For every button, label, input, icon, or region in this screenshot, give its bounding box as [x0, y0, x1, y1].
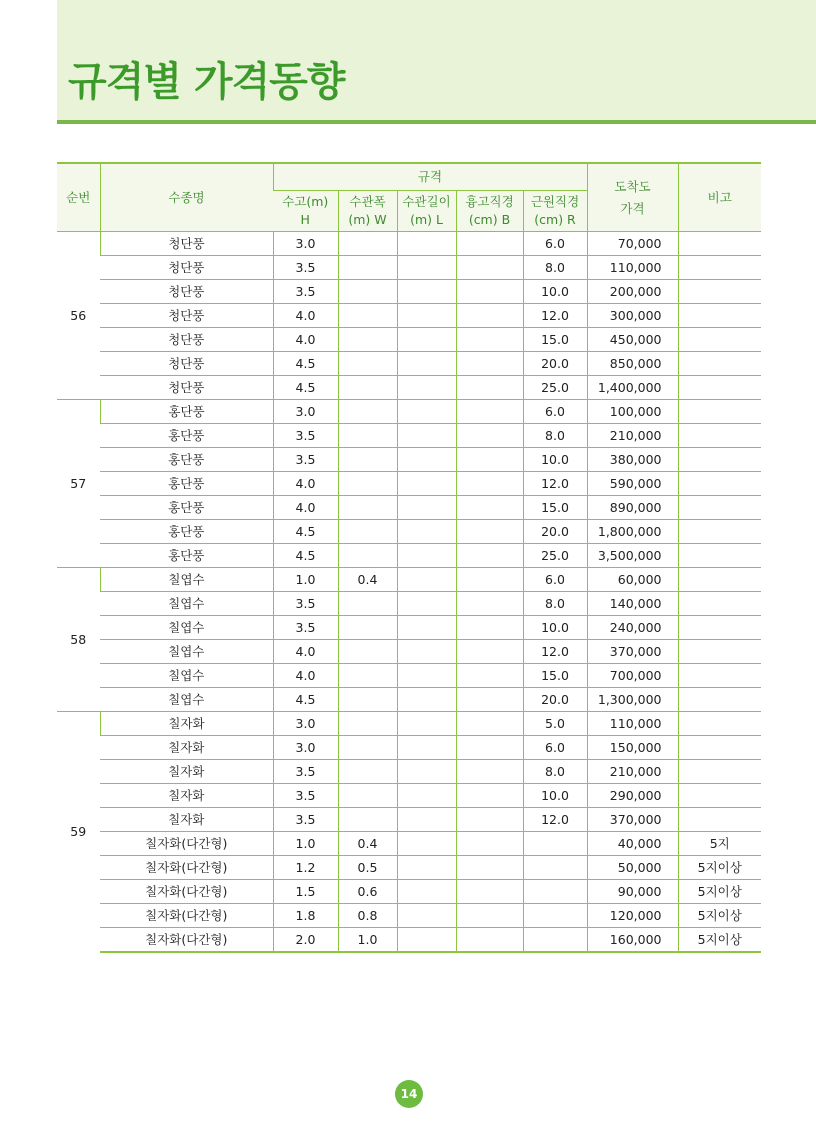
length-cell	[397, 376, 456, 400]
note-cell	[678, 496, 761, 520]
species-cell: 칠엽수	[100, 616, 273, 640]
breast-diameter-cell	[456, 640, 523, 664]
price-cell: 110,000	[587, 712, 678, 736]
price-cell: 150,000	[587, 736, 678, 760]
length-cell	[397, 280, 456, 304]
width-cell	[338, 760, 397, 784]
price-cell: 50,000	[587, 856, 678, 880]
root-diameter-cell	[523, 880, 587, 904]
note-cell	[678, 352, 761, 376]
note-cell	[678, 616, 761, 640]
length-cell	[397, 664, 456, 688]
root-diameter-cell: 12.0	[523, 472, 587, 496]
height-cell: 1.5	[273, 880, 338, 904]
length-cell	[397, 832, 456, 856]
root-diameter-cell: 8.0	[523, 424, 587, 448]
root-diameter-cell: 20.0	[523, 688, 587, 712]
width-cell	[338, 352, 397, 376]
note-cell	[678, 304, 761, 328]
header-b	[456, 191, 523, 232]
header-l	[397, 191, 456, 232]
width-cell	[338, 424, 397, 448]
note-cell	[678, 232, 761, 256]
header-l-label: 수관길이 (m) L	[402, 194, 451, 227]
length-cell	[397, 904, 456, 928]
note-cell	[678, 592, 761, 616]
width-cell	[338, 472, 397, 496]
price-cell: 370,000	[587, 808, 678, 832]
price-cell: 890,000	[587, 496, 678, 520]
header-w-label: 수관폭 (m) W	[348, 194, 387, 227]
price-cell: 140,000	[587, 592, 678, 616]
species-cell: 칠자화	[100, 784, 273, 808]
note-cell	[678, 280, 761, 304]
species-cell: 칠엽수	[100, 568, 273, 592]
breast-diameter-cell	[456, 520, 523, 544]
note-cell	[678, 448, 761, 472]
root-diameter-cell: 6.0	[523, 736, 587, 760]
page-number-badge: 14	[395, 1080, 423, 1108]
root-diameter-cell: 5.0	[523, 712, 587, 736]
species-cell: 청단풍	[100, 328, 273, 352]
length-cell	[397, 568, 456, 592]
length-cell	[397, 472, 456, 496]
breast-diameter-cell	[456, 256, 523, 280]
height-cell: 3.5	[273, 592, 338, 616]
price-table	[57, 162, 761, 953]
height-cell: 4.0	[273, 328, 338, 352]
header-r	[523, 191, 587, 232]
breast-diameter-cell	[456, 832, 523, 856]
table-row	[57, 736, 761, 760]
breast-diameter-cell	[456, 784, 523, 808]
length-cell	[397, 880, 456, 904]
length-cell	[397, 616, 456, 640]
price-cell: 700,000	[587, 664, 678, 688]
note-cell	[678, 472, 761, 496]
height-cell: 3.0	[273, 736, 338, 760]
species-cell: 홍단풍	[100, 424, 273, 448]
group-number: 58	[57, 568, 100, 712]
length-cell	[397, 328, 456, 352]
table-row	[57, 496, 761, 520]
width-cell	[338, 520, 397, 544]
table-row	[57, 424, 761, 448]
root-diameter-cell: 10.0	[523, 784, 587, 808]
price-cell: 120,000	[587, 904, 678, 928]
note-cell	[678, 256, 761, 280]
table-row	[57, 520, 761, 544]
height-cell: 4.5	[273, 688, 338, 712]
length-cell	[397, 544, 456, 568]
height-cell: 4.5	[273, 352, 338, 376]
breast-diameter-cell	[456, 232, 523, 256]
length-cell	[397, 736, 456, 760]
length-cell	[397, 712, 456, 736]
table-row	[57, 376, 761, 400]
header-spec-group: 규격	[273, 163, 587, 191]
length-cell	[397, 448, 456, 472]
price-cell: 590,000	[587, 472, 678, 496]
table-row	[57, 784, 761, 808]
price-cell: 850,000	[587, 352, 678, 376]
width-cell: 0.5	[338, 856, 397, 880]
species-cell: 칠자화	[100, 712, 273, 736]
species-cell: 청단풍	[100, 376, 273, 400]
root-diameter-cell: 8.0	[523, 760, 587, 784]
table-row	[57, 256, 761, 280]
width-cell	[338, 232, 397, 256]
root-diameter-cell: 10.0	[523, 448, 587, 472]
width-cell: 0.4	[338, 832, 397, 856]
species-cell: 홍단풍	[100, 448, 273, 472]
breast-diameter-cell	[456, 472, 523, 496]
root-diameter-cell: 20.0	[523, 520, 587, 544]
header-species: 수종명	[100, 163, 273, 232]
length-cell	[397, 640, 456, 664]
table-row	[57, 808, 761, 832]
breast-diameter-cell	[456, 568, 523, 592]
width-cell	[338, 616, 397, 640]
height-cell: 4.5	[273, 376, 338, 400]
length-cell	[397, 232, 456, 256]
width-cell: 0.6	[338, 880, 397, 904]
height-cell: 1.2	[273, 856, 338, 880]
height-cell: 4.5	[273, 520, 338, 544]
group-number: 56	[57, 232, 100, 400]
table-row	[57, 880, 761, 904]
species-cell: 칠자화	[100, 808, 273, 832]
height-cell: 4.0	[273, 472, 338, 496]
width-cell	[338, 328, 397, 352]
height-cell: 3.5	[273, 760, 338, 784]
price-cell: 380,000	[587, 448, 678, 472]
price-cell: 1,400,000	[587, 376, 678, 400]
breast-diameter-cell	[456, 496, 523, 520]
note-cell: 5지	[678, 832, 761, 856]
length-cell	[397, 592, 456, 616]
note-cell	[678, 712, 761, 736]
price-cell: 200,000	[587, 280, 678, 304]
breast-diameter-cell	[456, 880, 523, 904]
height-cell: 3.5	[273, 256, 338, 280]
species-cell: 홍단풍	[100, 496, 273, 520]
height-cell: 3.5	[273, 616, 338, 640]
breast-diameter-cell	[456, 928, 523, 953]
root-diameter-cell: 15.0	[523, 496, 587, 520]
table-row	[57, 640, 761, 664]
table-row	[57, 472, 761, 496]
header-w	[338, 191, 397, 232]
group-number: 57	[57, 400, 100, 568]
species-cell: 칠자화(다간형)	[100, 832, 273, 856]
width-cell	[338, 688, 397, 712]
length-cell	[397, 352, 456, 376]
width-cell	[338, 736, 397, 760]
note-cell	[678, 400, 761, 424]
note-cell	[678, 760, 761, 784]
header-rule	[57, 120, 816, 124]
breast-diameter-cell	[456, 664, 523, 688]
length-cell	[397, 520, 456, 544]
height-cell: 2.0	[273, 928, 338, 953]
breast-diameter-cell	[456, 544, 523, 568]
root-diameter-cell: 15.0	[523, 664, 587, 688]
table-row	[57, 544, 761, 568]
header-price-label: 도착도 가격	[614, 178, 651, 216]
root-diameter-cell: 15.0	[523, 328, 587, 352]
root-diameter-cell: 12.0	[523, 640, 587, 664]
height-cell: 4.0	[273, 664, 338, 688]
width-cell	[338, 376, 397, 400]
table-row	[57, 688, 761, 712]
height-cell: 3.0	[273, 232, 338, 256]
root-diameter-cell: 12.0	[523, 304, 587, 328]
height-cell: 4.0	[273, 496, 338, 520]
note-cell	[678, 688, 761, 712]
root-diameter-cell: 25.0	[523, 544, 587, 568]
root-diameter-cell: 6.0	[523, 568, 587, 592]
note-cell	[678, 568, 761, 592]
price-cell: 100,000	[587, 400, 678, 424]
note-cell	[678, 640, 761, 664]
note-cell	[678, 784, 761, 808]
group-number: 59	[57, 712, 100, 953]
breast-diameter-cell	[456, 400, 523, 424]
note-cell	[678, 520, 761, 544]
breast-diameter-cell	[456, 352, 523, 376]
price-cell: 210,000	[587, 424, 678, 448]
table-row	[57, 352, 761, 376]
width-cell	[338, 496, 397, 520]
height-cell: 3.5	[273, 784, 338, 808]
breast-diameter-cell	[456, 280, 523, 304]
width-cell	[338, 448, 397, 472]
species-cell: 칠자화(다간형)	[100, 880, 273, 904]
species-cell: 청단풍	[100, 304, 273, 328]
length-cell	[397, 808, 456, 832]
width-cell	[338, 664, 397, 688]
species-cell: 칠엽수	[100, 664, 273, 688]
price-cell: 370,000	[587, 640, 678, 664]
height-cell: 4.5	[273, 544, 338, 568]
note-cell: 5지이상	[678, 880, 761, 904]
breast-diameter-cell	[456, 736, 523, 760]
species-cell: 칠자화	[100, 736, 273, 760]
species-cell: 홍단풍	[100, 544, 273, 568]
table-row	[57, 592, 761, 616]
table-row	[57, 856, 761, 880]
price-cell: 450,000	[587, 328, 678, 352]
breast-diameter-cell	[456, 304, 523, 328]
note-cell	[678, 424, 761, 448]
header-h	[273, 191, 338, 232]
width-cell: 0.4	[338, 568, 397, 592]
width-cell	[338, 784, 397, 808]
length-cell	[397, 424, 456, 448]
root-diameter-cell: 8.0	[523, 256, 587, 280]
note-cell	[678, 736, 761, 760]
note-cell	[678, 664, 761, 688]
length-cell	[397, 856, 456, 880]
length-cell	[397, 400, 456, 424]
species-cell: 칠엽수	[100, 688, 273, 712]
width-cell	[338, 256, 397, 280]
table-row	[57, 568, 761, 592]
species-cell: 칠자화(다간형)	[100, 856, 273, 880]
price-cell: 210,000	[587, 760, 678, 784]
note-cell: 5지이상	[678, 904, 761, 928]
table-row	[57, 232, 761, 256]
table-row	[57, 280, 761, 304]
header-r-label: 근원직경 (cm) R	[530, 194, 580, 227]
table-row	[57, 448, 761, 472]
root-diameter-cell: 25.0	[523, 376, 587, 400]
breast-diameter-cell	[456, 376, 523, 400]
table-row	[57, 712, 761, 736]
length-cell	[397, 256, 456, 280]
width-cell	[338, 304, 397, 328]
table-row	[57, 904, 761, 928]
root-diameter-cell: 12.0	[523, 808, 587, 832]
root-diameter-cell: 6.0	[523, 232, 587, 256]
length-cell	[397, 928, 456, 953]
species-cell: 칠자화	[100, 760, 273, 784]
root-diameter-cell: 8.0	[523, 592, 587, 616]
breast-diameter-cell	[456, 760, 523, 784]
breast-diameter-cell	[456, 856, 523, 880]
price-cell: 90,000	[587, 880, 678, 904]
width-cell: 0.8	[338, 904, 397, 928]
breast-diameter-cell	[456, 712, 523, 736]
width-cell	[338, 280, 397, 304]
height-cell: 4.0	[273, 304, 338, 328]
price-cell: 40,000	[587, 832, 678, 856]
length-cell	[397, 496, 456, 520]
species-cell: 칠엽수	[100, 592, 273, 616]
length-cell	[397, 688, 456, 712]
table-row	[57, 400, 761, 424]
root-diameter-cell: 20.0	[523, 352, 587, 376]
species-cell: 칠자화(다간형)	[100, 928, 273, 953]
price-cell: 70,000	[587, 232, 678, 256]
width-cell	[338, 592, 397, 616]
table-row	[57, 328, 761, 352]
breast-diameter-cell	[456, 424, 523, 448]
price-cell: 1,800,000	[587, 520, 678, 544]
price-cell: 300,000	[587, 304, 678, 328]
height-cell: 1.0	[273, 568, 338, 592]
height-cell: 3.5	[273, 280, 338, 304]
price-cell: 290,000	[587, 784, 678, 808]
root-diameter-cell	[523, 928, 587, 953]
header-price	[587, 163, 678, 232]
species-cell: 청단풍	[100, 352, 273, 376]
breast-diameter-cell	[456, 904, 523, 928]
height-cell: 3.0	[273, 400, 338, 424]
breast-diameter-cell	[456, 328, 523, 352]
breast-diameter-cell	[456, 592, 523, 616]
note-cell: 5지이상	[678, 856, 761, 880]
table-row	[57, 928, 761, 953]
root-diameter-cell	[523, 856, 587, 880]
header-b-label: 흉고직경 (cm) B	[465, 194, 514, 227]
height-cell: 4.0	[273, 640, 338, 664]
breast-diameter-cell	[456, 808, 523, 832]
species-cell: 홍단풍	[100, 520, 273, 544]
height-cell: 1.8	[273, 904, 338, 928]
table-row	[57, 832, 761, 856]
header-h-label: 수고(m) H	[282, 194, 329, 227]
root-diameter-cell	[523, 904, 587, 928]
note-cell	[678, 544, 761, 568]
species-cell: 청단풍	[100, 256, 273, 280]
width-cell	[338, 712, 397, 736]
price-cell: 110,000	[587, 256, 678, 280]
species-cell: 홍단풍	[100, 400, 273, 424]
width-cell	[338, 400, 397, 424]
root-diameter-cell: 6.0	[523, 400, 587, 424]
root-diameter-cell	[523, 832, 587, 856]
table-body	[57, 232, 761, 953]
table-row	[57, 616, 761, 640]
breast-diameter-cell	[456, 448, 523, 472]
note-cell	[678, 328, 761, 352]
price-cell: 240,000	[587, 616, 678, 640]
price-cell: 60,000	[587, 568, 678, 592]
height-cell: 3.5	[273, 424, 338, 448]
table-row	[57, 760, 761, 784]
width-cell	[338, 544, 397, 568]
page-title: 규격별 가격동향	[68, 59, 345, 105]
height-cell: 1.0	[273, 832, 338, 856]
breast-diameter-cell	[456, 688, 523, 712]
note-cell: 5지이상	[678, 928, 761, 953]
species-cell: 청단풍	[100, 232, 273, 256]
price-cell: 160,000	[587, 928, 678, 953]
species-cell: 홍단풍	[100, 472, 273, 496]
width-cell: 1.0	[338, 928, 397, 953]
length-cell	[397, 784, 456, 808]
table-row	[57, 664, 761, 688]
price-cell: 1,300,000	[587, 688, 678, 712]
height-cell: 3.0	[273, 712, 338, 736]
length-cell	[397, 760, 456, 784]
price-cell: 3,500,000	[587, 544, 678, 568]
header-note: 비고	[678, 163, 761, 232]
height-cell: 3.5	[273, 448, 338, 472]
width-cell	[338, 808, 397, 832]
species-cell: 칠엽수	[100, 640, 273, 664]
species-cell: 청단풍	[100, 280, 273, 304]
length-cell	[397, 304, 456, 328]
species-cell: 칠자화(다간형)	[100, 904, 273, 928]
note-cell	[678, 808, 761, 832]
header-no: 순번	[57, 163, 100, 232]
width-cell	[338, 640, 397, 664]
height-cell: 3.5	[273, 808, 338, 832]
note-cell	[678, 376, 761, 400]
root-diameter-cell: 10.0	[523, 280, 587, 304]
root-diameter-cell: 10.0	[523, 616, 587, 640]
breast-diameter-cell	[456, 616, 523, 640]
table-row	[57, 304, 761, 328]
